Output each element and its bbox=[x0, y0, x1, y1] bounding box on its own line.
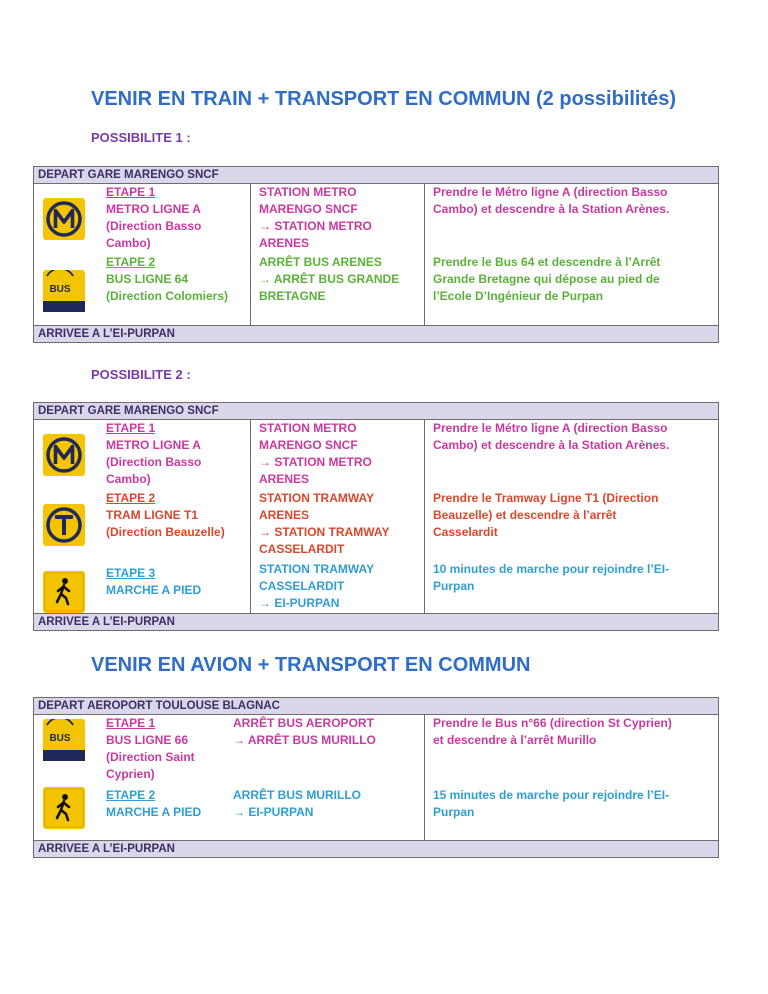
depart-label: DEPART AEROPORT TOULOUSE BLAGNAC bbox=[34, 698, 718, 715]
step-label: ETAPE 2 bbox=[106, 255, 156, 269]
step-mode: BUS LIGNE 64 (Direction Colomiers) bbox=[106, 272, 229, 303]
heading-train: VENIR EN TRAIN + TRANSPORT EN COMMUN (2 possibilités) bbox=[91, 88, 677, 110]
depart-label: DEPART GARE MARENGO SNCF bbox=[34, 403, 718, 420]
metro-m-icon bbox=[43, 198, 85, 240]
arrivee-label: ARRIVEE A L’EI-PURPAN bbox=[34, 840, 718, 857]
arrivee-label: ARRIVEE A L’EI-PURPAN bbox=[34, 613, 718, 630]
step-mode: BUS LIGNE 66 (Direction Saint Cyprien) bbox=[106, 733, 195, 781]
itinerary-table-avion bbox=[33, 697, 719, 858]
step-mode: METRO LIGNE A (Direction Basso Cambo) bbox=[106, 202, 202, 250]
step-route: STATION METRO MARENGO SNCF → STATION METRO ARENES bbox=[259, 421, 372, 486]
depart-label: DEPART GARE MARENGO SNCF bbox=[34, 167, 718, 184]
step-mode: METRO LIGNE A (Direction Basso Cambo) bbox=[106, 438, 202, 486]
itinerary-table-2 bbox=[33, 402, 719, 631]
svg-text:BUS: BUS bbox=[49, 733, 71, 744]
svg-text:BUS: BUS bbox=[49, 284, 71, 295]
step-instruction: 10 minutes de marche pour rejoindre l’EI- Purpan bbox=[433, 562, 670, 593]
heading-avion: VENIR EN AVION + TRANSPORT EN COMMUN bbox=[91, 654, 531, 676]
tram-t-icon bbox=[43, 504, 85, 546]
walk-icon bbox=[43, 787, 85, 829]
step-mode: TRAM LIGNE T1 (Direction Beauzelle) bbox=[106, 508, 225, 539]
heading-possibilite-2: POSSIBILITE 2 : bbox=[91, 367, 191, 382]
step-mode: MARCHE A PIED bbox=[106, 805, 202, 819]
step-label: ETAPE 2 bbox=[106, 788, 156, 802]
arrivee-label: ARRIVEE A L’EI-PURPAN bbox=[34, 325, 718, 342]
itinerary-table-1 bbox=[33, 166, 719, 343]
bus-icon bbox=[43, 719, 85, 761]
step-instruction: Prendre le Métro ligne A (direction Basso Cambo) et descendre à la Station Arènes. bbox=[433, 185, 670, 216]
heading-possibilite-1: POSSIBILITE 1 : bbox=[91, 130, 191, 145]
step-route: STATION TRAMWAY ARENES → STATION TRAMWAY CASSELARDIT bbox=[259, 491, 390, 556]
step-route: ARRÊT BUS ARENES → ARRÊT BUS GRANDE BRETAGNE bbox=[259, 255, 400, 303]
step-instruction: Prendre le Bus 64 et descendre à l’Arrêt Grande Bretagne qui dépose au pied de l’Ecole D’Ingénieur de Purpan bbox=[433, 255, 661, 303]
step-route: STATION METRO MARENGO SNCF → STATION METRO ARENES bbox=[259, 185, 372, 250]
step-mode: MARCHE A PIED bbox=[106, 583, 202, 597]
step-instruction: Prendre le Métro ligne A (direction Basso Cambo) et descendre à la Station Arènes. bbox=[433, 421, 670, 452]
bus-icon bbox=[43, 270, 85, 312]
metro-m-icon bbox=[43, 434, 85, 476]
step-instruction: Prendre le Tramway Ligne T1 (Direction Beauzelle) et descendre à l’arrêt Casselardit bbox=[433, 491, 659, 539]
step-label: ETAPE 3 bbox=[106, 566, 156, 580]
step-label: ETAPE 2 bbox=[106, 491, 156, 505]
step-route: ARRÊT BUS MURILLO → EI-PURPAN bbox=[233, 788, 361, 819]
step-instruction: Prendre le Bus n°66 (direction St Cyprien) et descendre à l’arrêt Murillo bbox=[433, 716, 672, 747]
walk-icon bbox=[43, 571, 85, 613]
step-route: STATION TRAMWAY CASSELARDIT → EI-PURPAN bbox=[259, 562, 375, 610]
step-instruction: 15 minutes de marche pour rejoindre l’EI- Purpan bbox=[433, 788, 670, 819]
step-label: ETAPE 1 bbox=[106, 185, 156, 199]
step-label: ETAPE 1 bbox=[106, 421, 156, 435]
step-route: ARRÊT BUS AEROPORT → ARRÊT BUS MURILLO bbox=[233, 716, 376, 747]
step-label: ETAPE 1 bbox=[106, 716, 156, 730]
